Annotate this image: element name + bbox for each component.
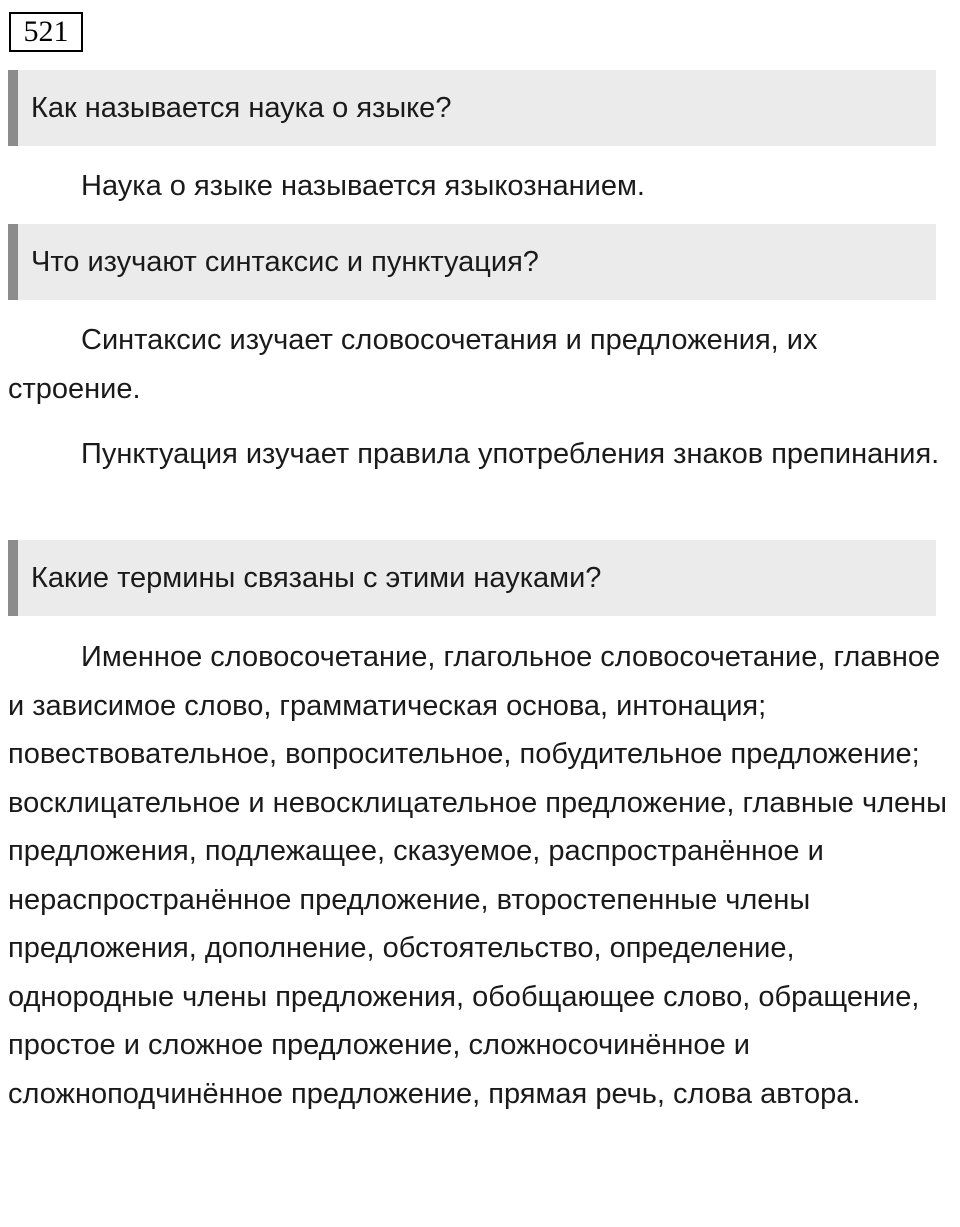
answer-paragraph-syntax: Синтаксис изучает словосочетания и предложения, их строение. (8, 324, 818, 405)
task-number-badge: 521 (9, 12, 83, 52)
answer-paragraph-terms-list: Именное словосочетание, глагольное словосочетание, главное и зависимое слово, грамматическая основа, интонация; повествовательное, вопросительное, побудительное предложение; восклицательное и невосклицательное предложение, главные члены предложения, подлежащее, сказуемое, распространённое и нераспространённое предложение, второстепенные члены предложения, дополнение, обстоятельство, определение, однородные члены предложения, обобщающее слово, обращение, простое и сложное предложение, сложносочинённое и сложноподчинённое предложение, прямая речь, слова автора. (8, 641, 947, 1110)
answer-paragraph-punctuation: Пунктуация изучает правила употребления знаков препинания. (81, 438, 940, 470)
question-heading-syntax-punctuation: Что изучают синтаксис и пунктуация? (8, 224, 936, 300)
question-heading-science-of-language: Как называется наука о языке? (8, 70, 936, 146)
answer-paragraph-linguistics: Наука о языке называется языкознанием. (81, 170, 645, 202)
question-heading-related-terms: Какие термины связаны с этими науками? (8, 540, 936, 616)
